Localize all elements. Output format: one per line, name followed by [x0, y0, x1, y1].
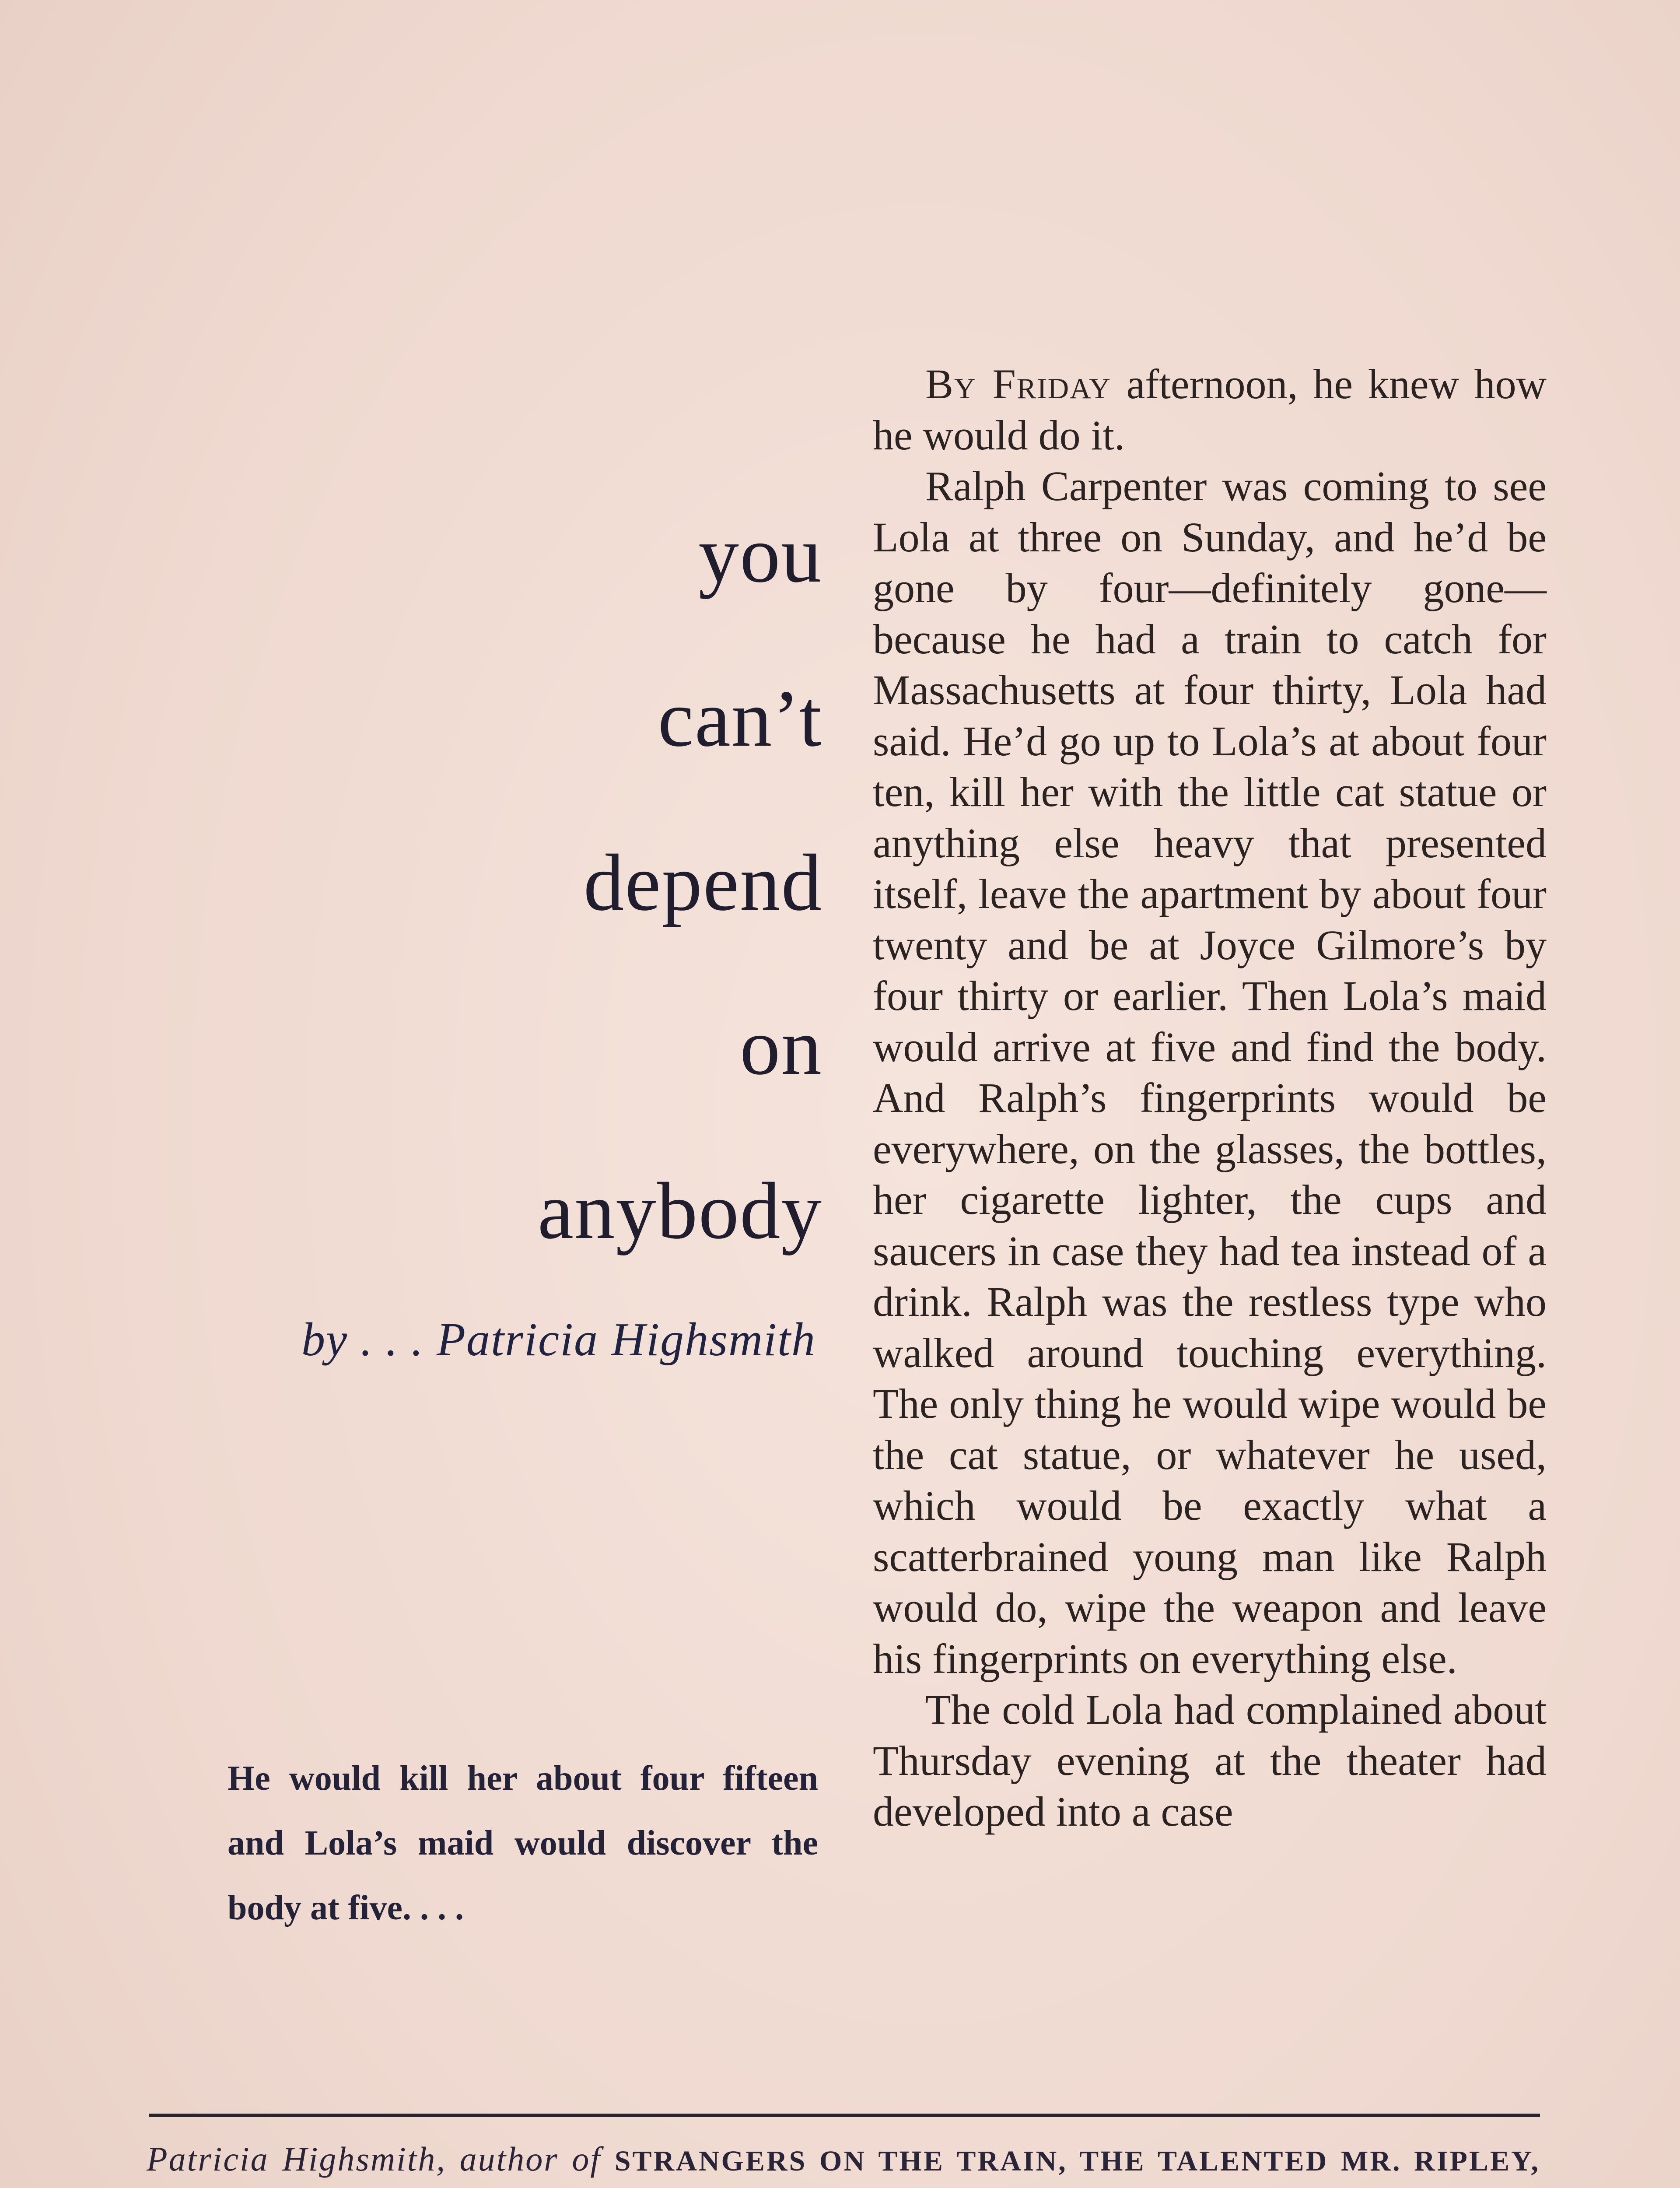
story-title: [210, 473, 822, 1293]
title-line: depend: [583, 838, 822, 928]
story-teaser: He would kill her about four fifteen and Lola’s maid would discover the body at five. . . .: [228, 1759, 818, 1927]
body-text: afternoon, he knew how he would do it.: [873, 361, 1547, 459]
footnote-book-titles: STRANGERS ON THE TRAIN, THE TALENTED MR. RIPLEY,: [614, 2145, 1540, 2177]
lead-in-text: By Friday: [925, 361, 1111, 407]
author-footnote: [147, 2135, 1540, 2188]
title-line: on: [740, 1002, 822, 1092]
title-line: anybody: [537, 1166, 822, 1256]
title-line: you: [698, 510, 822, 600]
body-paragraph: [873, 359, 1547, 461]
author-byline: by . . . Patricia Highsmith: [301, 1314, 816, 1366]
footnote-text: Patricia Highsmith, author of: [147, 2140, 615, 2178]
story-body: [873, 359, 1547, 1837]
body-paragraph: Ralph Carpenter was coming to see Lola at three on Sunday, and he’d be gone by four—definitely gone—because he had a train to catch for Massachusetts at four thirty, Lola had said. He’d go up to Lola’s at about four ten, kill her with the little cat statue or anything else heavy that presented itself, leave the apartment by about four twenty and be at Joyce Gilmore’s by four thirty or earlier. Then Lola’s maid would arrive at five and find the body. And Ralph’s fingerprints would be everywhere, on the glasses, the bottles, her cigarette lighter, the cups and saucers in case they had tea instead of a drink. Ralph was the restless type who walked around touching everything. The only thing he would wipe would be the cat statue, or whatever he used, which would be exactly what a scatterbrained young man like Ralph would do, wipe the weapon and leave his fingerprints on everything else.: [873, 463, 1547, 1682]
body-paragraph: The cold Lola had complained about Thursday evening at the theater had developed into a case: [873, 1686, 1547, 1835]
footnote-top-rule: [149, 2114, 1540, 2117]
title-line: can’t: [658, 674, 822, 764]
